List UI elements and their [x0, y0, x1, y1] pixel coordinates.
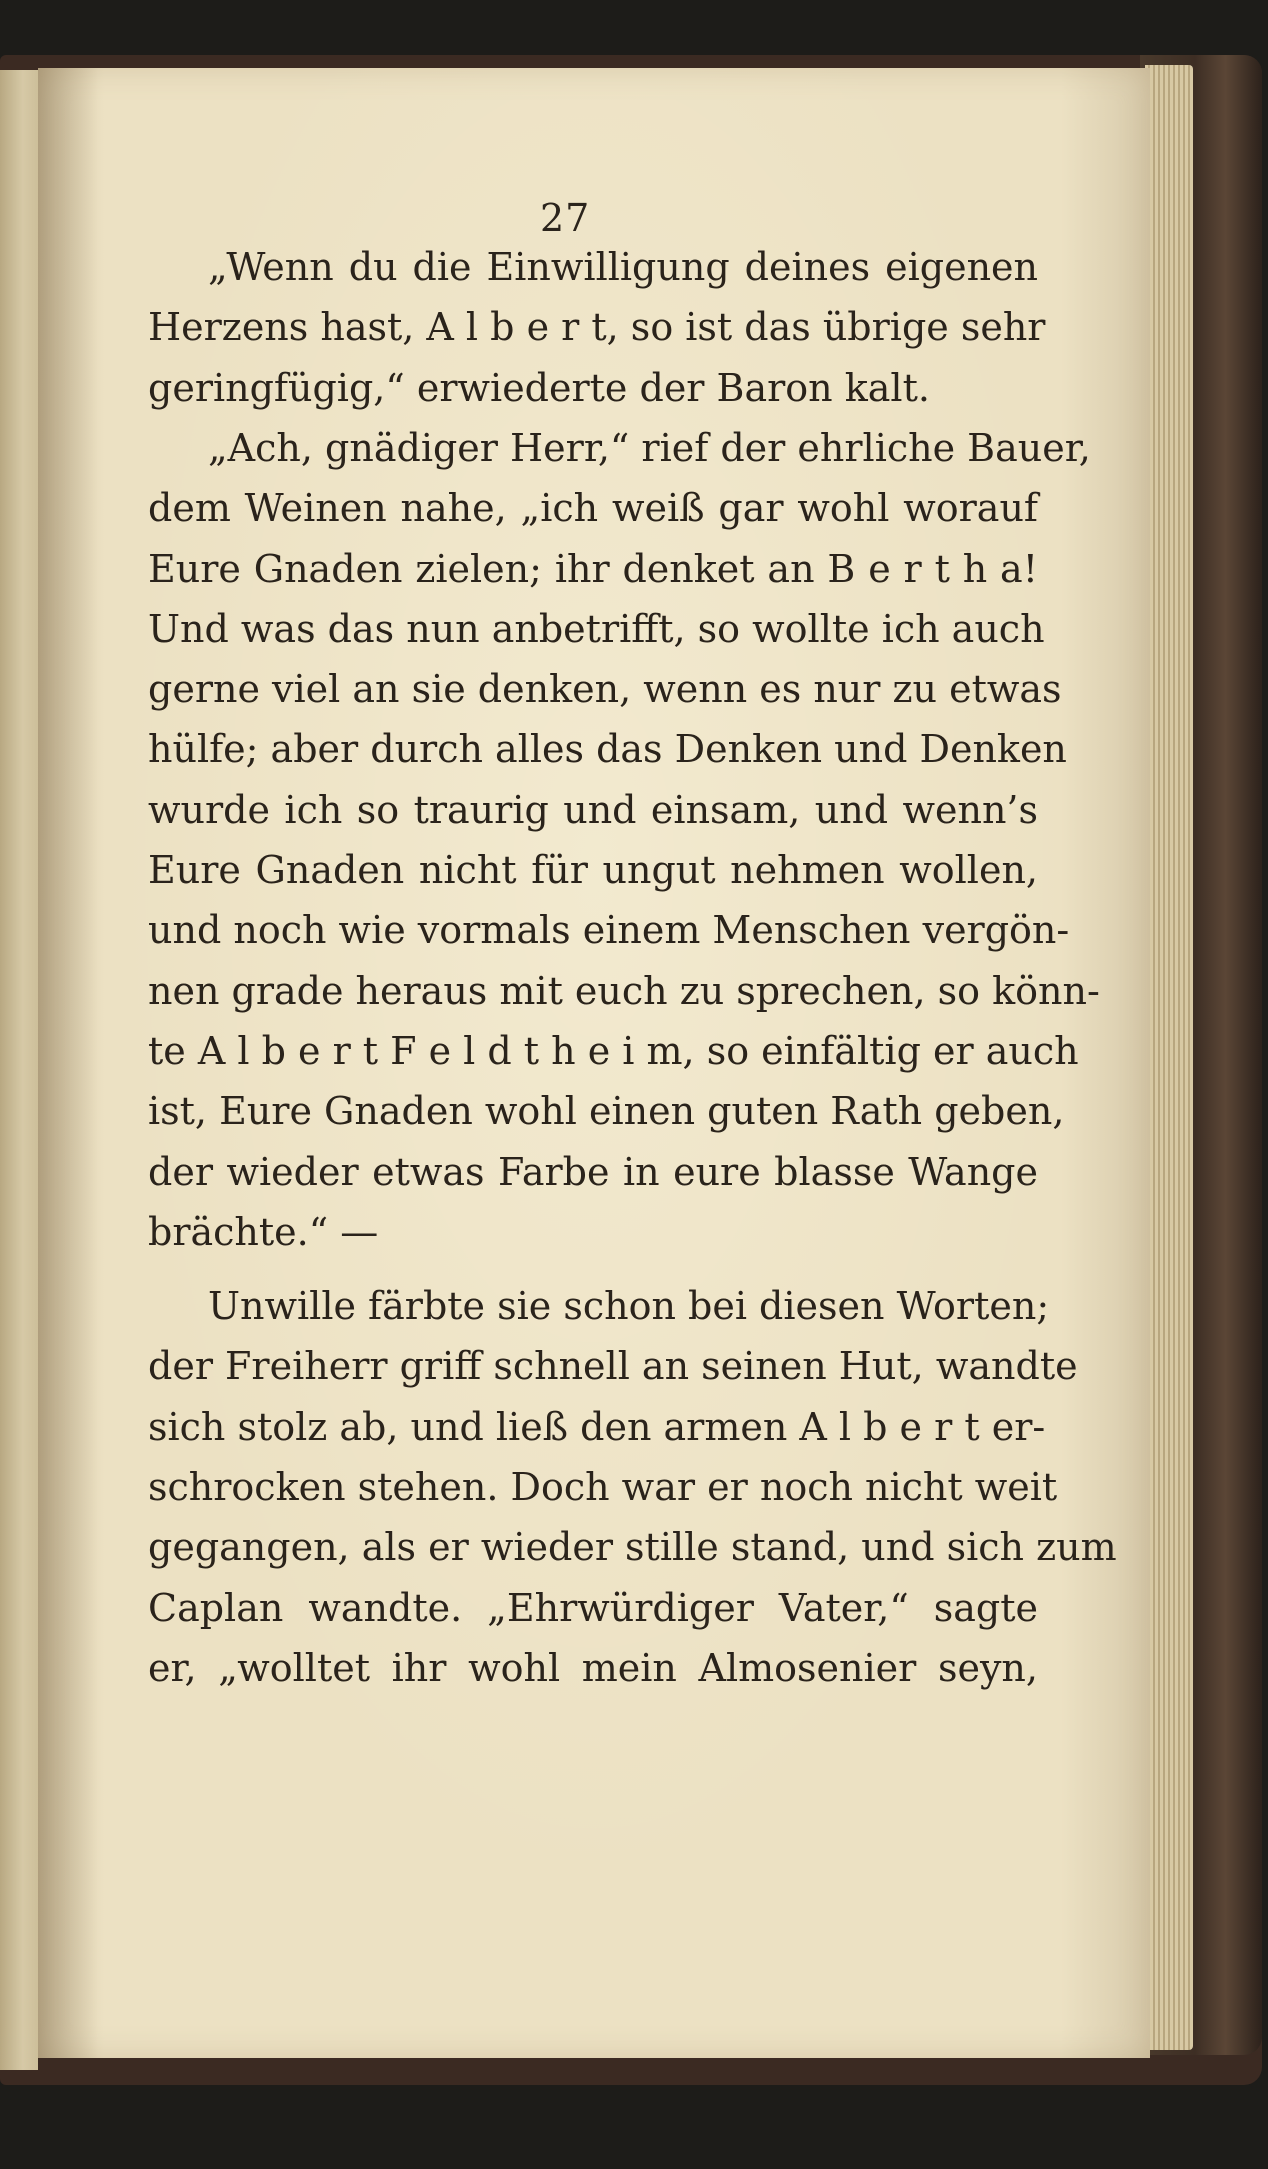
text-line: brächte.“ — [148, 1209, 379, 1254]
text-line: und noch wie vormals einem Menschen vergön- [148, 908, 1070, 953]
text-line: er, „wolltet ihr wohl mein Almosenier seyn, [148, 1645, 1038, 1690]
text-line: dem Weinen nahe, „ich weiß gar wohl worauf [148, 486, 1038, 531]
page-number: 27 [540, 196, 591, 240]
text-line: der Freiherr griff schnell an seinen Hut, wandte [148, 1344, 1078, 1389]
text-line: geringfügig,“ erwiederte der Baron kalt. [148, 365, 930, 410]
text-line: te A l b e r t F e l d t h e i m, so einfältig er auch [148, 1028, 1079, 1073]
text-line: Unwille färbte sie schon bei diesen Worten; [208, 1284, 1050, 1329]
text-line: Herzens hast, A l b e r t, so ist das übrige sehr [148, 305, 1046, 350]
text-line: „Wenn du die Einwilligung deines eigenen [208, 245, 1038, 289]
text-line: Eure Gnaden nicht für ungut nehmen wollen, [148, 848, 1038, 892]
text-line: sich stolz ab, und ließ den armen A l b e r t er- [148, 1404, 1046, 1449]
text-line: Und was das nun anbetrifft, so wollte ich auch [148, 606, 1045, 651]
text-line: ist, Eure Gnaden wohl einen guten Rath geben, [148, 1089, 1065, 1134]
facing-page-edge [0, 70, 38, 2070]
text-line: gegangen, als er wieder stille stand, und sich zum [148, 1525, 1117, 1570]
text-line: „Ach, gnädiger Herr,“ rief der ehrliche Bauer, [208, 425, 1091, 470]
text-line: der wieder etwas Farbe in eure blasse Wange [148, 1149, 1038, 1194]
text-line: gerne viel an sie denken, wenn es nur zu etwas [148, 667, 1062, 712]
spine-shadow [38, 68, 98, 2058]
text-line: nen grade heraus mit euch zu sprechen, so könn- [148, 968, 1100, 1013]
text-line: Caplan wandte. „Ehrwürdiger Vater,“ sagte [148, 1585, 1038, 1630]
text-line: Eure Gnaden zielen; ihr denket an B e r t h a! [148, 546, 1038, 591]
page-stack-edge [1145, 65, 1193, 2050]
text-line: schrocken stehen. Doch war er noch nicht weit [148, 1465, 1058, 1509]
text-line: wurde ich so traurig und einsam, und wenn’s [148, 787, 1038, 832]
text-line: hülfe; aber durch alles das Denken und Denken [148, 727, 1067, 772]
